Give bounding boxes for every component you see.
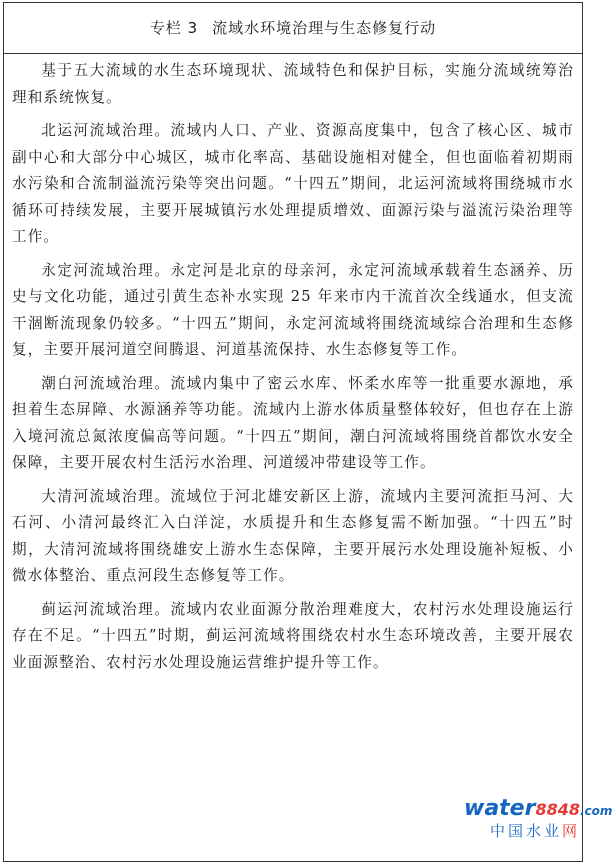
paragraph-daqing-river: 大清河流域治理。流域位于河北雄安新区上游，流域内主要河流拒马河、大石河、小清河最终汇入白洋淀，水质提升和生态修复需不断加强。“十四五”时期，大清河流域将围绕雄安上游水生态保障，主要开展污水处理设施补短板、小微水体整治、重点河段生态修复等工作。: [12, 487, 574, 584]
box-title-number: 专栏 3: [149, 19, 199, 37]
paragraph-jiyun-river: 蓟运河流域治理。流域内农业面源分散治理难度大，农村污水处理设施运行存在不足。“十四五”时期，蓟运河流域将围绕农村水生态环境改善，主要开展农业面源整治、农村污水处理设施运营维护提升等工作。: [12, 600, 574, 671]
box-content: [4, 54, 582, 676]
paragraph-chaobai-river: 潮白河流域治理。流域内集中了密云水库、怀柔水库等一批重要水源地，承担着生态屏障、水源涵养等功能。流域内上游水体质量整体较好，但也存在上游入境河流总氮浓度偏高等问题。“十四五”期间，潮白河流域将围绕首都饮水安全保障，主要开展农村生活污水治理、河道缓冲带建设等工作。: [12, 374, 574, 471]
column-box: [3, 2, 612, 862]
paragraph-yongding-river: 永定河流域治理。永定河是北京的母亲河，永定河流域承载着生态涵养、历史与文化功能，通过引黄生态补水实现 25 年来市内干流首次全线通水，但支流干涸断流现象仍较多。“十四五”期间，永定河流域将围绕流域综合治理和生态修复，主要开展河道空间腾退、河道基流保持、水生态修复等工作。: [12, 261, 574, 358]
box-title: [4, 3, 582, 54]
site-watermark: [464, 796, 612, 841]
box-title-text: 流域水环境治理与生态修复行动: [212, 19, 437, 37]
paragraph-intro: 基于五大流域的水生态环境现状、流域特色和保护目标，实施分流域统筹治理和系统恢复。: [12, 62, 574, 106]
watermark-logo: water8848.com: [464, 796, 612, 821]
paragraph-beiyun-river: 北运河流域治理。流域内人口、产业、资源高度集中，包含了核心区、城市副中心和大部分中心城区，城市化率高、基础设施相对健全，但也面临着初期雨水污染和合流制溢流污染等突出问题。“十四五”期间，北运河流域将围绕城市水循环可持续发展，主要开展城镇污水处理提质增效、面源污染与溢流污染治理等工作。: [12, 122, 574, 245]
watermark-site-name: 中国水业网: [489, 822, 580, 840]
